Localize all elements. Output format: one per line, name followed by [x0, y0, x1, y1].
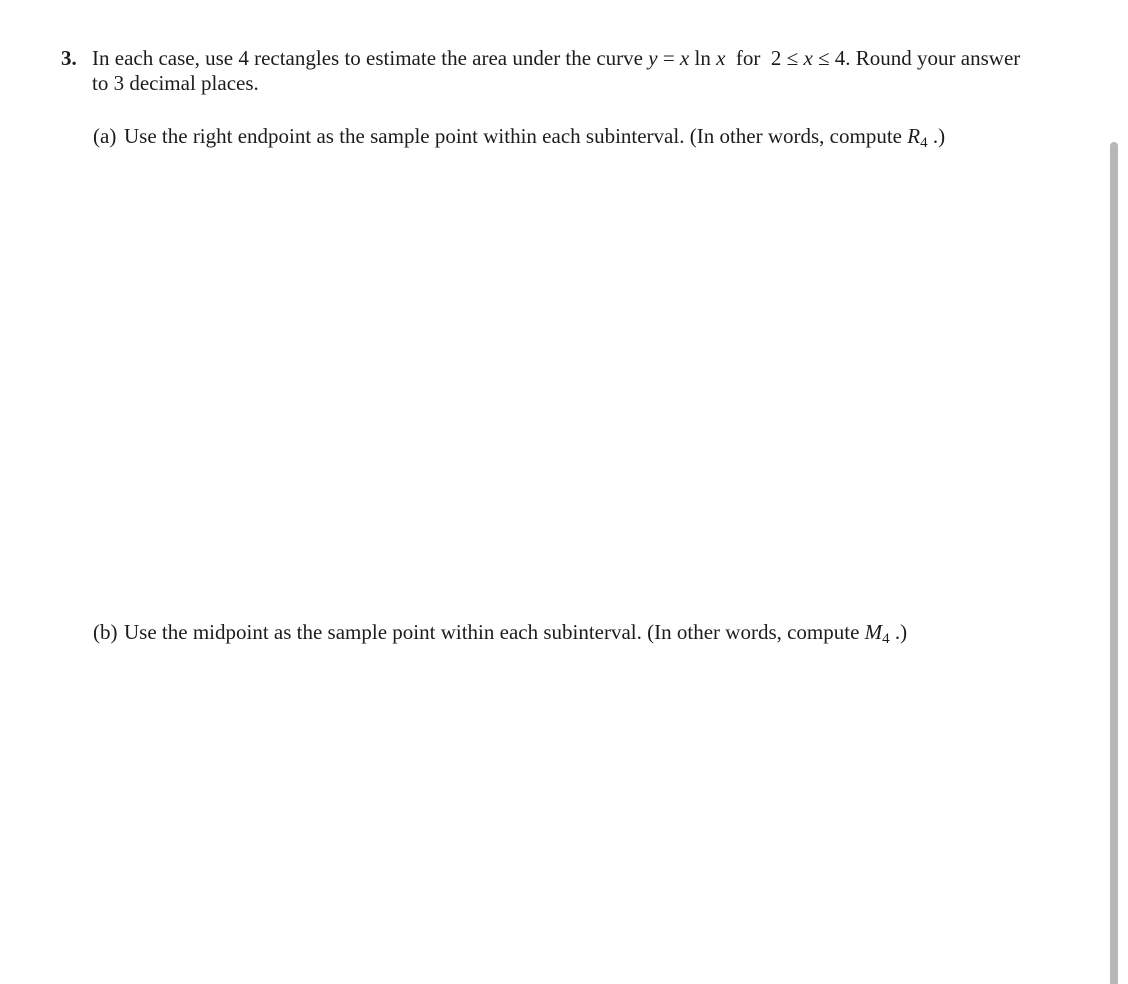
range-high: ≤ 4 — [812, 46, 846, 70]
equation-ln: ln — [689, 46, 717, 70]
part-b-text: Use the midpoint as the sample point within each subinterval. (In other words, compute — [124, 620, 865, 644]
vertical-scrollbar[interactable] — [1110, 142, 1118, 984]
part-a-subscript: 4 — [920, 135, 928, 151]
equation-equals: = — [657, 46, 680, 70]
part-b-closing: .) — [889, 620, 908, 644]
problem-text-after: . Round your answer to 3 decimal places. — [92, 46, 1021, 95]
part-a — [93, 124, 945, 156]
part-b-label: (b) — [93, 620, 118, 644]
for-word: for — [725, 46, 771, 70]
equation-y: y — [648, 46, 658, 70]
equation-x: x — [679, 46, 690, 70]
problem-text-before: In each case, use 4 rectangles to estimate the area under the curve — [92, 46, 649, 70]
part-b-symbol: M — [864, 620, 883, 644]
part-a-label: (a) — [93, 124, 117, 148]
part-b — [93, 620, 907, 652]
part-a-text: Use the right endpoint as the sample point within each subinterval. (In other words, compute — [124, 124, 908, 148]
part-b-subscript: 4 — [882, 631, 890, 647]
range-variable: x — [803, 46, 813, 70]
part-a-symbol: R — [907, 124, 921, 148]
equation-x-arg: x — [716, 46, 726, 70]
problem-number: 3. — [61, 46, 77, 70]
range-low: 2 ≤ — [770, 46, 804, 70]
part-a-closing: .) — [927, 124, 946, 148]
problem-statement — [92, 46, 1022, 96]
